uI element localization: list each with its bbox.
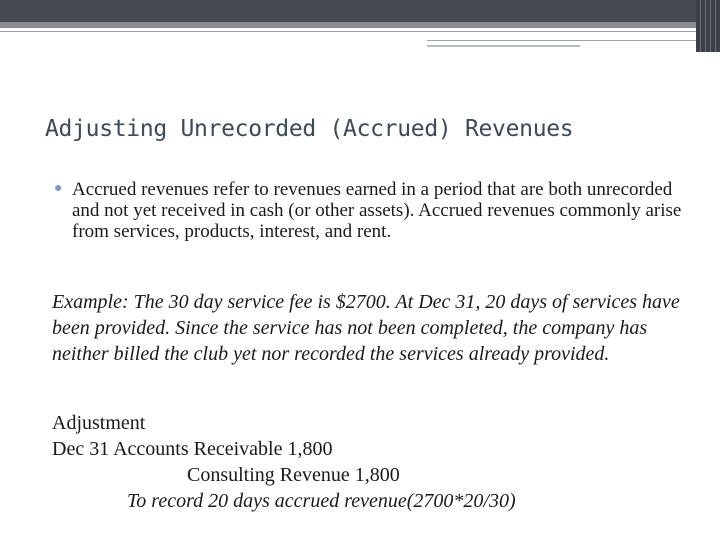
top-accent-line xyxy=(427,40,720,41)
slide-title: Adjusting Unrecorded (Accrued) Revenues xyxy=(45,116,574,142)
entry-memo: To record 20 days accrued revenue(2700*20/30) xyxy=(127,490,516,512)
credit-line: Consulting Revenue 1,800 xyxy=(187,464,400,486)
top-decorative-bar xyxy=(0,0,720,22)
corner-decoration xyxy=(696,0,720,52)
bullet-item xyxy=(54,179,684,242)
top-divider-line xyxy=(0,31,720,32)
top-accent-line-short xyxy=(427,45,580,47)
example-paragraph: Example: The 30 day service fee is $2700. At Dec 31, 20 days of services have been provided. Since the service has not been completed, the company has neither billed the club yet nor recorded the services already provided. xyxy=(52,291,680,365)
top-decorative-stripe xyxy=(0,22,720,28)
bullet-text: Accrued revenues refer to revenues earned in a period that are both unrecorded and not yet received in cash (or other assets). Accrued revenues commonly arise from services, products, interest, and rent. xyxy=(72,179,682,242)
adjustment-heading: Adjustment xyxy=(52,412,146,434)
bullet-dot-icon: ● xyxy=(54,181,63,196)
debit-line: Dec 31 Accounts Receivable 1,800 xyxy=(52,438,333,460)
adjustment-entry xyxy=(52,410,516,514)
